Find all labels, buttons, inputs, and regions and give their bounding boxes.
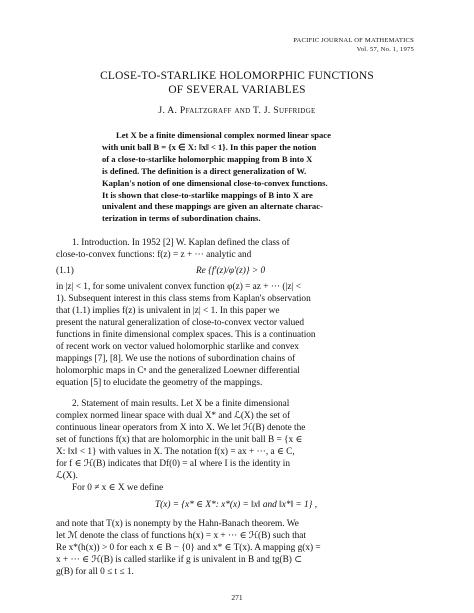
paper-title: [0, 70, 474, 97]
section-1-line: of recent work on vector valued holomorphic starlike and convex: [56, 342, 299, 352]
section-2-line: continuous linear operators from X into X. We let ℋ(B) denote the: [56, 423, 306, 433]
section-2-line: set of functions f(x) that are holomorphic in the unit ball B = {x ∈: [56, 435, 303, 445]
abstract: [102, 130, 380, 225]
section-2-line: ℒ(X).: [56, 471, 78, 481]
title-line-2: OF SEVERAL VARIABLES: [168, 83, 306, 96]
section-1-line: present the natural generalization of close-to-convex vector valued: [56, 318, 305, 328]
section-1-line: functions in finite dimensional complex spaces. This is a continuation: [56, 330, 316, 340]
abstract-line: It is shown that close-to-starlike mappings of B into X are: [102, 189, 313, 200]
section-1-line: that (1.1) implies f(z) is univalent in |z| < 1. In this paper we: [56, 306, 280, 316]
section-2-line: Re x*(h(x)) > 0 for each x ∈ B − {0} and x* ∈ T(x). A mapping g(x) =: [56, 543, 321, 553]
section-2-line: complex normed linear space with dual X* and ℒ(X) the set of: [56, 411, 291, 421]
abstract-line: is defined. The definition is a direct generalization of W.: [102, 165, 307, 176]
section-2-line: g(B) for all 0 ≤ t ≤ 1.: [56, 567, 134, 577]
title-line-1: CLOSE-TO-STARLIKE HOLOMORPHIC FUNCTIONS: [100, 70, 374, 82]
section-2-line: For 0 ≠ x ∈ X we define: [72, 483, 164, 493]
section-2-line: let ℳ denote the class of functions h(x) = x + ··· ∈ ℋ(B) such that: [56, 531, 307, 541]
abstract-line: of a close-to-starlike holomorphic mapping from B into X: [102, 153, 313, 164]
section-2-line: X: ‖x‖ < 1} with values in X. The notation f(x) = ax + ···, a ∈ C,: [56, 447, 295, 457]
page-number: 271: [231, 593, 243, 602]
section-gap: [56, 389, 416, 398]
section-2-line: x + ··· ∈ ℋ(B) is called starlike if g is univalent in B and tg(B) ⊂: [56, 555, 302, 565]
section-2-line: 2. Statement of main results. Let X be a finite dimensional: [72, 399, 290, 409]
section-2-line: for f ∈ ℋ(B) indicates that Df(0) = aI where I is the identity in: [56, 459, 291, 469]
section-1-line: equation [5] to elucidate the geometry of the mappings.: [56, 378, 263, 388]
journal-name: PACIFIC JOURNAL OF MATHEMATICS: [293, 37, 414, 44]
journal-volume: Vol. 57, No. 1, 1975: [356, 45, 414, 53]
equation-body: Re {f′(z)/φ′(z)} > 0: [196, 266, 266, 276]
section-1-line: mappings [7], [8]. We use the notions of subordination chains of: [56, 354, 296, 364]
abstract-line: univalent and these mappings are given an alternate charac-: [102, 201, 323, 212]
section-1-line: 1). Subsequent interest in this class stems from Kaplan's observation: [56, 294, 311, 304]
section-2-line: and note that T(x) is nonempty by the Hahn-Banach theorem. We: [56, 519, 299, 529]
abstract-line: terization in terms of subordination chains.: [102, 213, 261, 224]
authors: J. A. Pfaltzgraff and T. J. Suffridge: [158, 105, 316, 116]
journal-header: [293, 37, 414, 54]
abstract-line: Let X be a finite dimensional complex normed linear space: [116, 130, 331, 140]
section-1-line: close-to-convex functions: f(z) = z + ··· analytic and: [56, 250, 252, 260]
abstract-line: Kaplan's notion of one dimensional close-to-convex functions.: [102, 177, 328, 188]
equation-T-definition: T(x) = {x* ∈ X*: x*(x) = ‖x‖ and ‖x*‖ = 1} ,: [154, 500, 318, 510]
equation-1-1: [56, 261, 416, 281]
section-1-line: 1. Introduction. In 1952 [2] W. Kaplan defined the class of: [72, 238, 290, 248]
section-1-line: holomorphic maps in Cⁿ and the generalized Loewner differential: [56, 366, 300, 376]
abstract-line: with unit ball B = {x ∈ X: ‖x‖ < 1}. In this paper the notion: [102, 141, 317, 152]
body-text: [56, 237, 416, 578]
section-1-line: in |z| < 1, for some univalent convex function φ(z) = az + ··· (|z| <: [56, 282, 301, 292]
equation-number: (1.1): [56, 266, 74, 276]
